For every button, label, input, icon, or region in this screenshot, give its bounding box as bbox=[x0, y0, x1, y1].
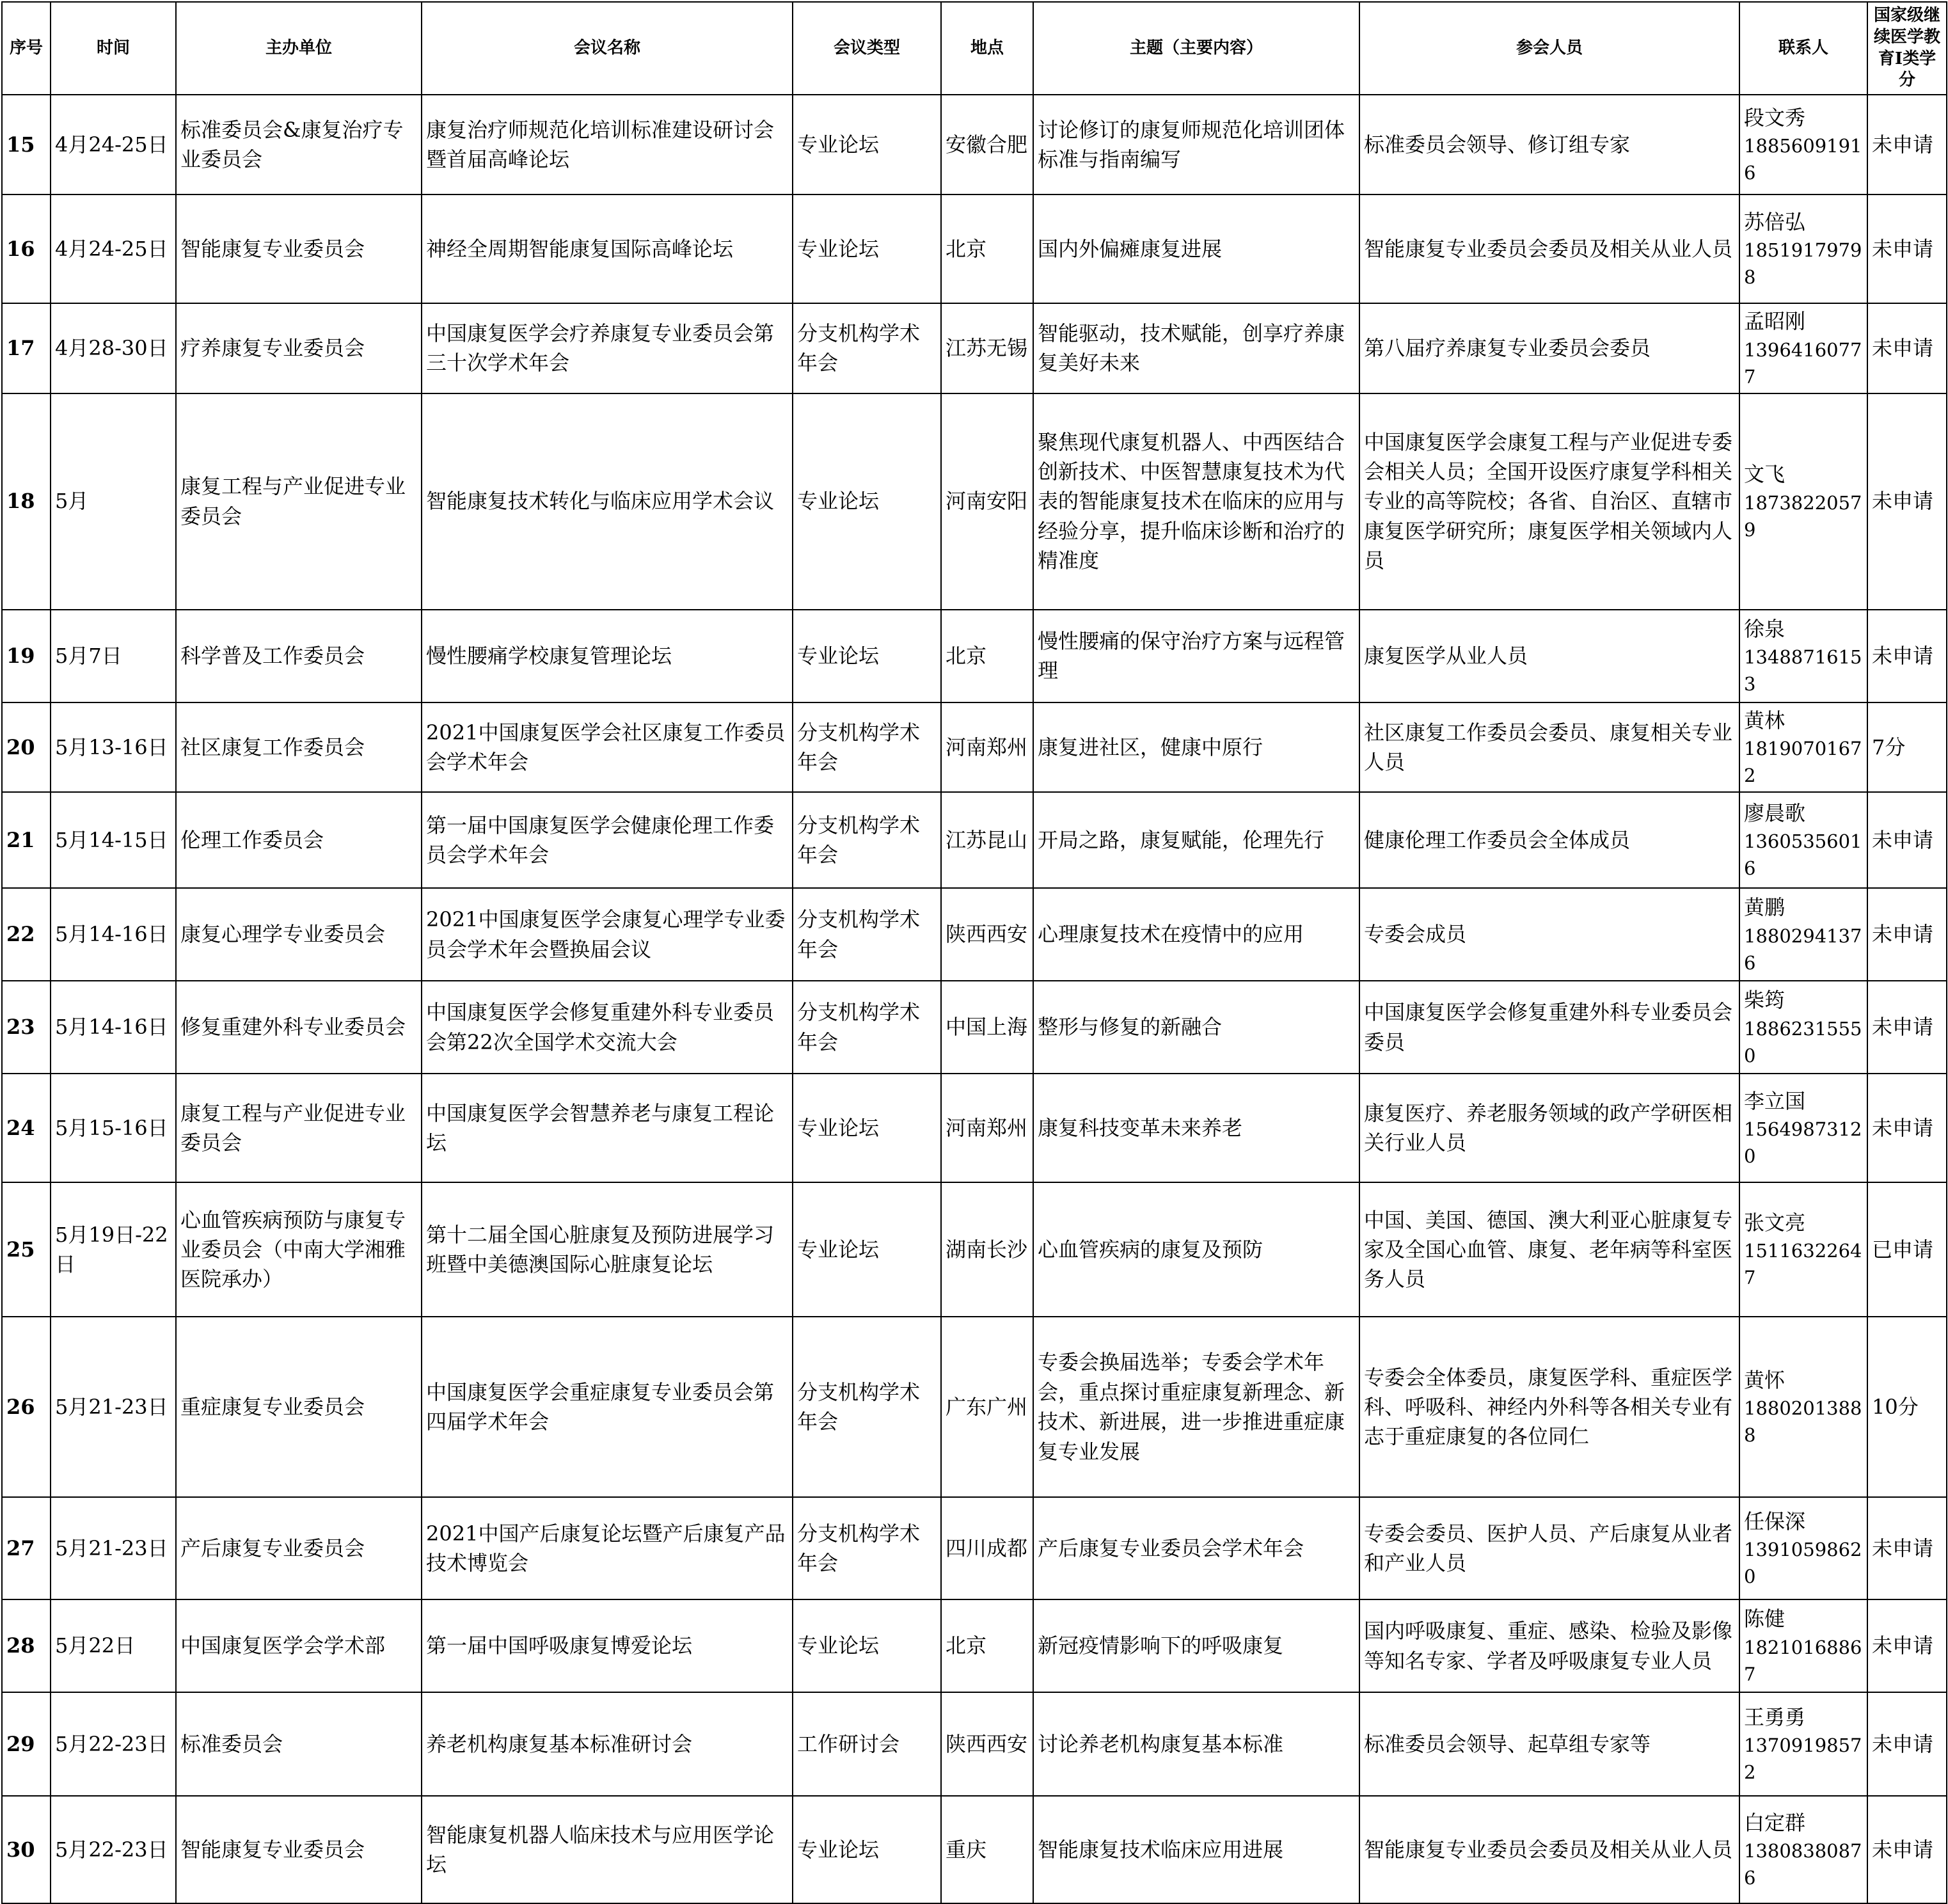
row-theme: 国内外偏瘫康复进展 bbox=[1033, 194, 1359, 303]
row-location: 陕西西安 bbox=[941, 1692, 1033, 1796]
contact-name: 王勇勇 bbox=[1744, 1704, 1806, 1729]
row-meeting-type: 分支机构学术年会 bbox=[793, 303, 941, 393]
row-participants: 专委会委员、医护人员、产后康复从业者和产业人员 bbox=[1359, 1497, 1739, 1599]
row-organizer: 智能康复专业委员会 bbox=[176, 194, 422, 303]
table-row bbox=[2, 1599, 1947, 1692]
row-location: 江苏无锡 bbox=[941, 303, 1033, 393]
row-meeting-type: 分支机构学术年会 bbox=[793, 1497, 941, 1599]
contact-name: 李立国 bbox=[1744, 1088, 1806, 1113]
row-time: 5月14-15日 bbox=[51, 792, 176, 888]
row-theme: 讨论养老机构康复基本标准 bbox=[1033, 1692, 1359, 1796]
row-seq: 22 bbox=[2, 888, 51, 981]
row-theme: 康复进社区，健康中原行 bbox=[1033, 702, 1359, 792]
row-meeting-name: 中国康复医学会智慧养老与康复工程论坛 bbox=[422, 1074, 793, 1182]
row-organizer: 疗养康复专业委员会 bbox=[176, 303, 422, 393]
row-credit: 未申请 bbox=[1867, 1074, 1947, 1182]
table-row bbox=[2, 1074, 1947, 1182]
header-credit: 国家级继续医学教育I类学分 bbox=[1867, 2, 1947, 95]
row-meeting-type: 专业论坛 bbox=[793, 1074, 941, 1182]
row-location: 河南郑州 bbox=[941, 702, 1033, 792]
row-organizer: 标准委员会&康复治疗专业委员会 bbox=[176, 95, 422, 194]
table-row bbox=[2, 610, 1947, 702]
row-seq: 17 bbox=[2, 303, 51, 393]
row-meeting-name: 康复治疗师规范化培训标准建设研讨会暨首届高峰论坛 bbox=[422, 95, 793, 194]
row-location: 江苏昆山 bbox=[941, 792, 1033, 888]
row-theme: 产后康复专业委员会学术年会 bbox=[1033, 1497, 1359, 1599]
row-seq: 24 bbox=[2, 1074, 51, 1182]
row-location: 四川成都 bbox=[941, 1497, 1033, 1599]
contact-phone: 13709198572 bbox=[1744, 1734, 1862, 1784]
row-time: 5月21-23日 bbox=[51, 1317, 176, 1497]
row-credit: 未申请 bbox=[1867, 1599, 1947, 1692]
contact-name: 黄林 bbox=[1744, 708, 1786, 733]
row-location: 中国上海 bbox=[941, 981, 1033, 1074]
row-credit: 未申请 bbox=[1867, 888, 1947, 981]
row-organizer: 社区康复工作委员会 bbox=[176, 702, 422, 792]
row-participants: 康复医学从业人员 bbox=[1359, 610, 1739, 702]
row-organizer: 康复工程与产业促进专业委员会 bbox=[176, 393, 422, 610]
row-participants: 中国康复医学会康复工程与产业促进专委会相关人员；全国开设医疗康复学科相关专业的高等院校；各省、自治区、直辖市康复医学研究所；康复医学相关领域内人员 bbox=[1359, 393, 1739, 610]
row-participants: 专委会成员 bbox=[1359, 888, 1739, 981]
contact-name: 柴筠 bbox=[1744, 988, 1786, 1013]
row-contact bbox=[1739, 1796, 1867, 1903]
row-meeting-name: 神经全周期智能康复国际高峰论坛 bbox=[422, 194, 793, 303]
table-row bbox=[2, 1692, 1947, 1796]
header-seq: 序号 bbox=[2, 2, 51, 95]
row-theme: 康复科技变革未来养老 bbox=[1033, 1074, 1359, 1182]
row-time: 5月7日 bbox=[51, 610, 176, 702]
row-contact bbox=[1739, 610, 1867, 702]
row-credit: 未申请 bbox=[1867, 194, 1947, 303]
row-meeting-name: 智能康复机器人临床技术与应用医学论坛 bbox=[422, 1796, 793, 1903]
contact-phone: 18856091916 bbox=[1744, 135, 1862, 184]
contact-phone: 13605356016 bbox=[1744, 830, 1862, 880]
row-meeting-name: 2021中国产后康复论坛暨产后康复产品技术博览会 bbox=[422, 1497, 793, 1599]
header-contact: 联系人 bbox=[1739, 2, 1867, 95]
contact-phone: 13964160777 bbox=[1744, 338, 1862, 388]
row-organizer: 智能康复专业委员会 bbox=[176, 1796, 422, 1903]
row-participants: 中国、美国、德国、澳大利亚心脏康复专家及全国心血管、康复、老年病等科室医务人员 bbox=[1359, 1182, 1739, 1317]
row-location: 北京 bbox=[941, 194, 1033, 303]
row-organizer: 标准委员会 bbox=[176, 1692, 422, 1796]
row-contact bbox=[1739, 1182, 1867, 1317]
contact-name: 白定群 bbox=[1744, 1810, 1806, 1835]
row-credit: 未申请 bbox=[1867, 792, 1947, 888]
row-participants: 第八届疗养康复专业委员会委员 bbox=[1359, 303, 1739, 393]
table-row bbox=[2, 303, 1947, 393]
row-meeting-type: 分支机构学术年会 bbox=[793, 1317, 941, 1497]
row-meeting-type: 专业论坛 bbox=[793, 1599, 941, 1692]
contact-name: 任保深 bbox=[1744, 1509, 1806, 1534]
table-row bbox=[2, 1796, 1947, 1903]
row-time: 5月21-23日 bbox=[51, 1497, 176, 1599]
row-meeting-name: 中国康复医学会重症康复专业委员会第四届学术年会 bbox=[422, 1317, 793, 1497]
row-theme: 新冠疫情影响下的呼吸康复 bbox=[1033, 1599, 1359, 1692]
row-organizer: 心血管疾病预防与康复专业委员会（中南大学湘雅医院承办） bbox=[176, 1182, 422, 1317]
row-participants: 智能康复专业委员会委员及相关从业人员 bbox=[1359, 1796, 1739, 1903]
row-theme: 开局之路，康复赋能，伦理先行 bbox=[1033, 792, 1359, 888]
row-participants: 标准委员会领导、修订组专家 bbox=[1359, 95, 1739, 194]
row-meeting-type: 专业论坛 bbox=[793, 393, 941, 610]
row-contact bbox=[1739, 1599, 1867, 1692]
row-organizer: 中国康复医学会学术部 bbox=[176, 1599, 422, 1692]
table-row bbox=[2, 792, 1947, 888]
row-credit: 未申请 bbox=[1867, 610, 1947, 702]
row-contact bbox=[1739, 1692, 1867, 1796]
row-meeting-type: 专业论坛 bbox=[793, 1796, 941, 1903]
contact-name: 文飞 bbox=[1744, 462, 1786, 487]
row-theme: 整形与修复的新融合 bbox=[1033, 981, 1359, 1074]
row-participants: 康复医疗、养老服务领域的政产学研医相关行业人员 bbox=[1359, 1074, 1739, 1182]
row-seq: 28 bbox=[2, 1599, 51, 1692]
row-location: 北京 bbox=[941, 1599, 1033, 1692]
row-meeting-name: 智能康复技术转化与临床应用学术会议 bbox=[422, 393, 793, 610]
contact-phone: 15649873120 bbox=[1744, 1118, 1862, 1168]
row-participants: 中国康复医学会修复重建外科专业委员会委员 bbox=[1359, 981, 1739, 1074]
row-location: 重庆 bbox=[941, 1796, 1033, 1903]
row-credit: 未申请 bbox=[1867, 393, 1947, 610]
contact-name: 黄鹏 bbox=[1744, 895, 1786, 920]
contact-name: 孟昭刚 bbox=[1744, 309, 1806, 334]
contact-name: 黄怀 bbox=[1744, 1367, 1786, 1392]
row-meeting-name: 第一届中国呼吸康复博爱论坛 bbox=[422, 1599, 793, 1692]
row-location: 河南郑州 bbox=[941, 1074, 1033, 1182]
row-meeting-type: 工作研讨会 bbox=[793, 1692, 941, 1796]
table-row bbox=[2, 1317, 1947, 1497]
row-seq: 25 bbox=[2, 1182, 51, 1317]
header-theme: 主题（主要内容） bbox=[1033, 2, 1359, 95]
row-time: 4月24-25日 bbox=[51, 95, 176, 194]
header-participants: 参会人员 bbox=[1359, 2, 1739, 95]
row-meeting-type: 分支机构学术年会 bbox=[793, 981, 941, 1074]
contact-phone: 18862315550 bbox=[1744, 1017, 1862, 1067]
row-contact bbox=[1739, 393, 1867, 610]
row-organizer: 伦理工作委员会 bbox=[176, 792, 422, 888]
row-time: 5月19日-22日 bbox=[51, 1182, 176, 1317]
row-organizer: 康复心理学专业委员会 bbox=[176, 888, 422, 981]
row-organizer: 产后康复专业委员会 bbox=[176, 1497, 422, 1599]
row-credit: 10分 bbox=[1867, 1317, 1947, 1497]
row-theme: 智能康复技术临床应用进展 bbox=[1033, 1796, 1359, 1903]
row-time: 5月14-16日 bbox=[51, 981, 176, 1074]
row-seq: 23 bbox=[2, 981, 51, 1074]
header-row bbox=[2, 2, 1947, 95]
row-contact bbox=[1739, 303, 1867, 393]
table-row bbox=[2, 702, 1947, 792]
contact-name: 陈健 bbox=[1744, 1606, 1786, 1631]
table-row bbox=[2, 95, 1947, 194]
table-row bbox=[2, 981, 1947, 1074]
row-contact bbox=[1739, 1317, 1867, 1497]
row-theme: 聚焦现代康复机器人、中西医结合创新技术、中医智慧康复技术为代表的智能康复技术在临床的应用与经验分享，提升临床诊断和治疗的精准度 bbox=[1033, 393, 1359, 610]
row-credit: 7分 bbox=[1867, 702, 1947, 792]
contact-phone: 18190701672 bbox=[1744, 738, 1862, 787]
header-meeting-type: 会议类型 bbox=[793, 2, 941, 95]
header-organizer: 主办单位 bbox=[176, 2, 422, 95]
row-time: 4月28-30日 bbox=[51, 303, 176, 393]
header-time: 时间 bbox=[51, 2, 176, 95]
contact-name: 徐泉 bbox=[1744, 616, 1786, 641]
row-time: 5月14-16日 bbox=[51, 888, 176, 981]
row-meeting-name: 第一届中国康复医学会健康伦理工作委员会学术年会 bbox=[422, 792, 793, 888]
row-contact bbox=[1739, 95, 1867, 194]
row-meeting-name: 2021中国康复医学会社区康复工作委员会学术年会 bbox=[422, 702, 793, 792]
row-time: 5月22-23日 bbox=[51, 1692, 176, 1796]
contact-name: 苏倍弘 bbox=[1744, 209, 1806, 234]
row-organizer: 科学普及工作委员会 bbox=[176, 610, 422, 702]
row-participants: 社区康复工作委员会委员、康复相关专业人员 bbox=[1359, 702, 1739, 792]
row-time: 4月24-25日 bbox=[51, 194, 176, 303]
row-participants: 国内呼吸康复、重症、感染、检验及影像等知名专家、学者及呼吸康复专业人员 bbox=[1359, 1599, 1739, 1692]
header-meeting-name: 会议名称 bbox=[422, 2, 793, 95]
row-credit: 未申请 bbox=[1867, 1692, 1947, 1796]
row-location: 陕西西安 bbox=[941, 888, 1033, 981]
row-location: 安徽合肥 bbox=[941, 95, 1033, 194]
row-seq: 19 bbox=[2, 610, 51, 702]
row-seq: 27 bbox=[2, 1497, 51, 1599]
row-time: 5月13-16日 bbox=[51, 702, 176, 792]
row-meeting-type: 分支机构学术年会 bbox=[793, 702, 941, 792]
row-participants: 标准委员会领导、起草组专家等 bbox=[1359, 1692, 1739, 1796]
row-credit: 未申请 bbox=[1867, 303, 1947, 393]
row-seq: 16 bbox=[2, 194, 51, 303]
row-meeting-name: 2021中国康复医学会康复心理学专业委员会学术年会暨换届会议 bbox=[422, 888, 793, 981]
row-seq: 18 bbox=[2, 393, 51, 610]
header-location: 地点 bbox=[941, 2, 1033, 95]
row-participants: 健康伦理工作委员会全体成员 bbox=[1359, 792, 1739, 888]
row-theme: 慢性腰痛的保守治疗方案与远程管理 bbox=[1033, 610, 1359, 702]
row-theme: 智能驱动，技术赋能，创享疗养康复美好未来 bbox=[1033, 303, 1359, 393]
row-contact bbox=[1739, 1074, 1867, 1182]
contact-name: 廖晨歌 bbox=[1744, 800, 1806, 825]
row-meeting-type: 专业论坛 bbox=[793, 95, 941, 194]
row-credit: 未申请 bbox=[1867, 95, 1947, 194]
contact-phone: 13488716153 bbox=[1744, 646, 1862, 695]
row-time: 5月22日 bbox=[51, 1599, 176, 1692]
row-meeting-name: 养老机构康复基本标准研讨会 bbox=[422, 1692, 793, 1796]
row-seq: 26 bbox=[2, 1317, 51, 1497]
row-location: 广东广州 bbox=[941, 1317, 1033, 1497]
contact-name: 张文亮 bbox=[1744, 1210, 1806, 1235]
row-theme: 专委会换届选举；专委会学术年会，重点探讨重症康复新理念、新技术、新进展，进一步推进重症康复专业发展 bbox=[1033, 1317, 1359, 1497]
contact-name: 段文秀 bbox=[1744, 105, 1806, 130]
table-row bbox=[2, 1182, 1947, 1317]
row-location: 河南安阳 bbox=[941, 393, 1033, 610]
row-credit: 未申请 bbox=[1867, 1497, 1947, 1599]
row-organizer: 康复工程与产业促进专业委员会 bbox=[176, 1074, 422, 1182]
meeting-schedule-table bbox=[1, 1, 1947, 1904]
row-participants: 智能康复专业委员会委员及相关从业人员 bbox=[1359, 194, 1739, 303]
row-theme: 讨论修订的康复师规范化培训团体标准与指南编写 bbox=[1033, 95, 1359, 194]
contact-phone: 13808380876 bbox=[1744, 1840, 1862, 1889]
row-organizer: 重症康复专业委员会 bbox=[176, 1317, 422, 1497]
row-time: 5月15-16日 bbox=[51, 1074, 176, 1182]
contact-phone: 15116322647 bbox=[1744, 1240, 1862, 1289]
row-location: 北京 bbox=[941, 610, 1033, 702]
row-seq: 20 bbox=[2, 702, 51, 792]
row-contact bbox=[1739, 1497, 1867, 1599]
row-contact bbox=[1739, 981, 1867, 1074]
table-row bbox=[2, 888, 1947, 981]
row-location: 湖南长沙 bbox=[941, 1182, 1033, 1317]
row-meeting-name: 慢性腰痛学校康复管理论坛 bbox=[422, 610, 793, 702]
row-meeting-type: 专业论坛 bbox=[793, 194, 941, 303]
row-contact bbox=[1739, 702, 1867, 792]
row-seq: 21 bbox=[2, 792, 51, 888]
row-time: 5月 bbox=[51, 393, 176, 610]
row-contact bbox=[1739, 888, 1867, 981]
row-contact bbox=[1739, 792, 1867, 888]
row-organizer: 修复重建外科专业委员会 bbox=[176, 981, 422, 1074]
row-meeting-type: 分支机构学术年会 bbox=[793, 792, 941, 888]
table-row bbox=[2, 1497, 1947, 1599]
contact-phone: 13910598620 bbox=[1744, 1539, 1862, 1588]
row-meeting-type: 专业论坛 bbox=[793, 610, 941, 702]
row-seq: 30 bbox=[2, 1796, 51, 1903]
row-meeting-name: 第十二届全国心脏康复及预防进展学习班暨中美德澳国际心脏康复论坛 bbox=[422, 1182, 793, 1317]
contact-phone: 18802013888 bbox=[1744, 1397, 1862, 1447]
contact-phone: 18210168867 bbox=[1744, 1636, 1862, 1685]
table-row bbox=[2, 194, 1947, 303]
row-meeting-type: 专业论坛 bbox=[793, 1182, 941, 1317]
row-meeting-name: 中国康复医学会修复重建外科专业委员会第22次全国学术交流大会 bbox=[422, 981, 793, 1074]
contact-phone: 18802941376 bbox=[1744, 924, 1862, 974]
row-time: 5月22-23日 bbox=[51, 1796, 176, 1903]
row-credit: 已申请 bbox=[1867, 1182, 1947, 1317]
row-theme: 心血管疾病的康复及预防 bbox=[1033, 1182, 1359, 1317]
contact-phone: 18519179798 bbox=[1744, 239, 1862, 289]
row-meeting-type: 分支机构学术年会 bbox=[793, 888, 941, 981]
row-contact bbox=[1739, 194, 1867, 303]
table-row bbox=[2, 393, 1947, 610]
row-theme: 心理康复技术在疫情中的应用 bbox=[1033, 888, 1359, 981]
row-participants: 专委会全体委员，康复医学科、重症医学科、呼吸科、神经内外科等各相关专业有志于重症康复的各位同仁 bbox=[1359, 1317, 1739, 1497]
row-credit: 未申请 bbox=[1867, 1796, 1947, 1903]
row-credit: 未申请 bbox=[1867, 981, 1947, 1074]
row-seq: 29 bbox=[2, 1692, 51, 1796]
row-seq: 15 bbox=[2, 95, 51, 194]
row-meeting-name: 中国康复医学会疗养康复专业委员会第三十次学术年会 bbox=[422, 303, 793, 393]
contact-phone: 18738220579 bbox=[1744, 491, 1862, 541]
